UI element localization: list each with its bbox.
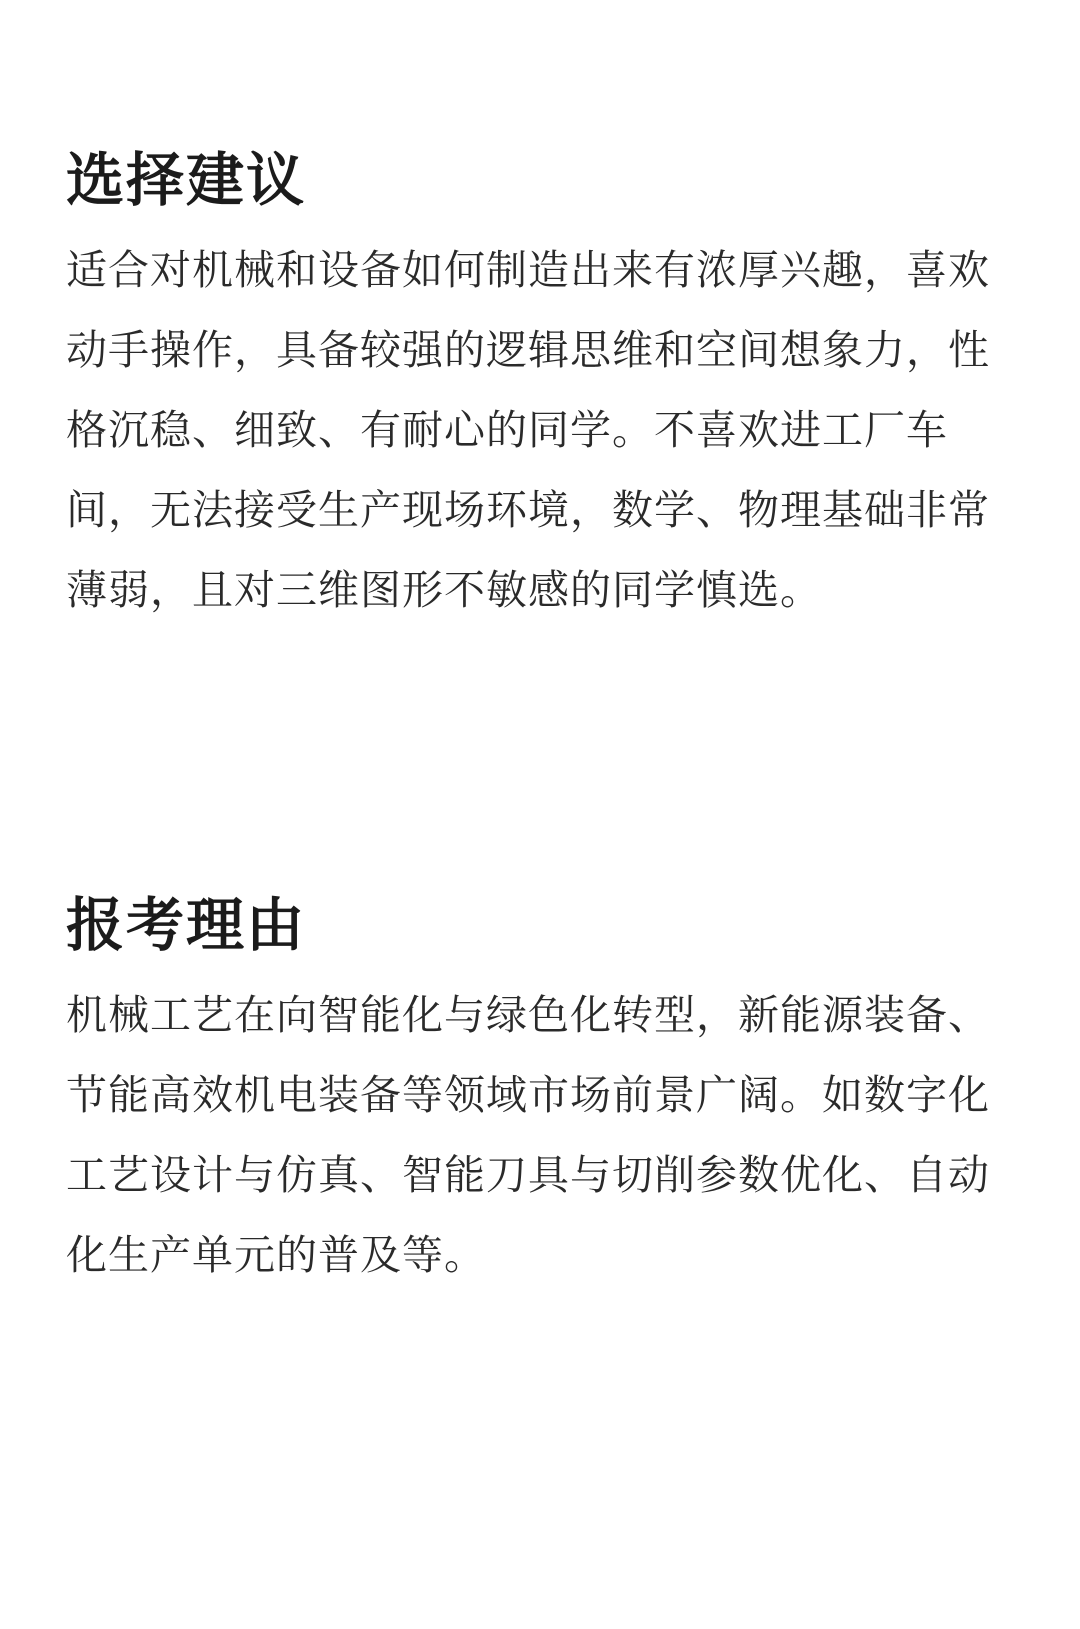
selection-advice-text: 适合对机械和设备如何制造出来有浓厚兴趣，喜欢动手操作，具备较强的逻辑思维和空间想象力，性格沉稳、细致、有耐心的同学。不喜欢进工厂车间，无法接受生产现场环境，数学、物理基础非常薄弱，且对三维图形不敏感的同学慎选。 xyxy=(66,246,990,614)
application-reason-section xyxy=(66,885,996,1295)
application-reason-text: 机械工艺在向智能化与绿色化转型，新能源装备、节能高效机电装备等领域市场前景广阔。如数字化工艺设计与仿真、智能刀具与切削参数优化、自动化生产单元的普及等。 xyxy=(66,991,990,1279)
application-reason-heading: 报考理由 xyxy=(66,891,307,959)
selection-advice-section xyxy=(66,140,996,630)
selection-advice-heading: 选择建议 xyxy=(66,146,307,214)
